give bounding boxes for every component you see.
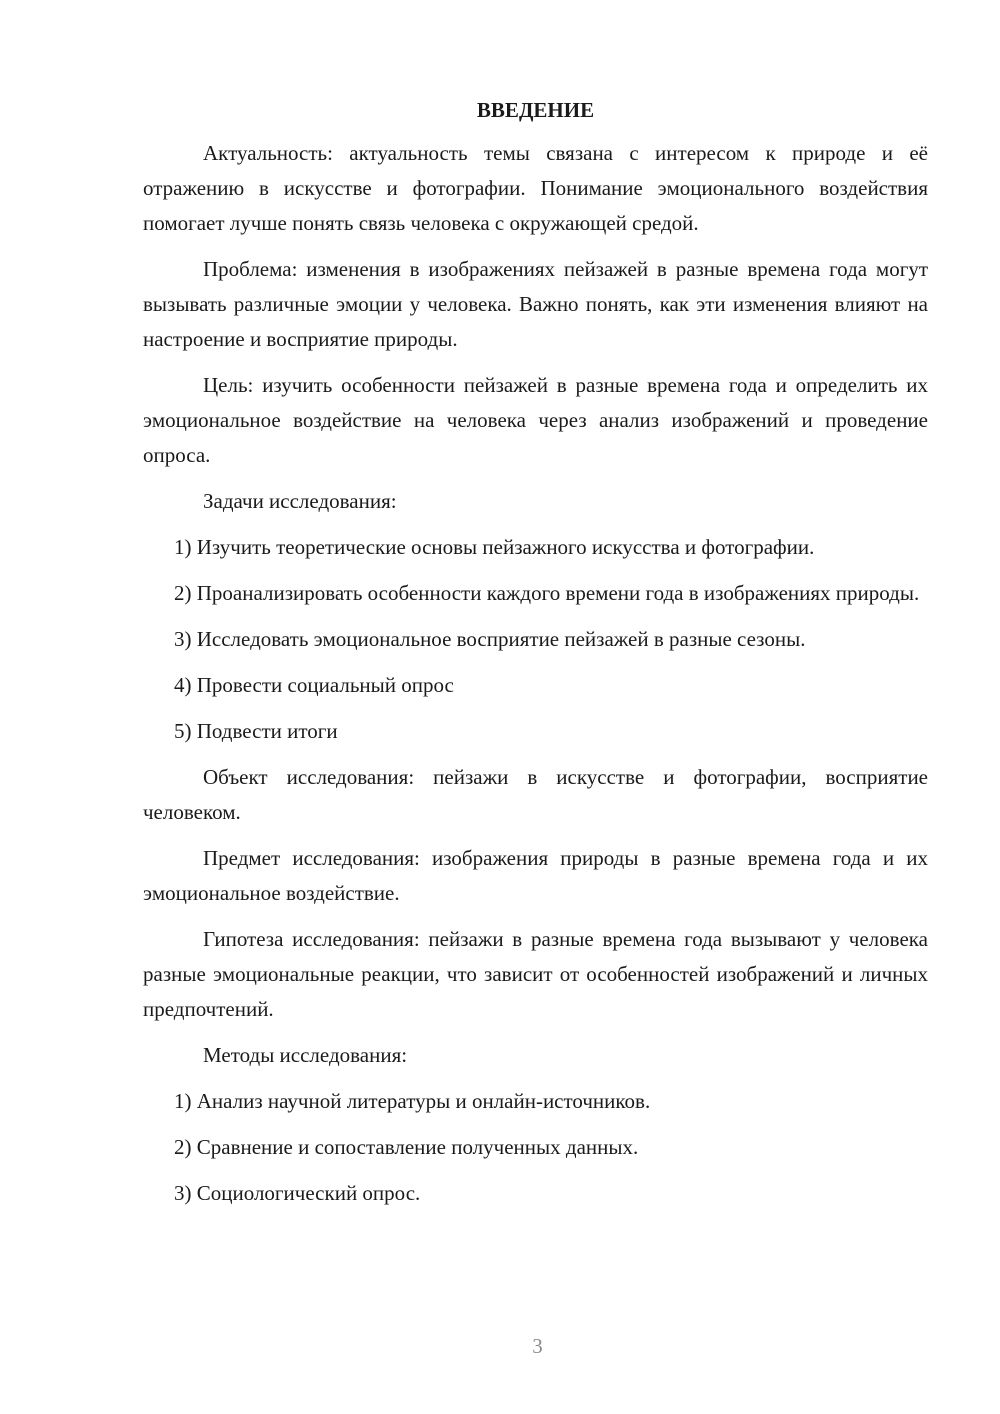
hypothesis-paragraph: Гипотеза исследования: пейзажи в разные времена года вызывают у человека разные эмоциональные реакции, что зависит от особенностей изображений и личных предпочтений. xyxy=(143,927,928,1021)
page-content xyxy=(143,92,928,1222)
task-item: 3) Исследовать эмоциональное восприятие пейзажей в разные сезоны. xyxy=(174,627,806,651)
method-item: 2) Сравнение и сопоставление полученных данных. xyxy=(174,1135,639,1159)
tasks-list xyxy=(143,530,928,749)
method-item: 3) Социологический опрос. xyxy=(174,1181,421,1205)
tasks-intro-paragraph: Задачи исследования: xyxy=(203,489,397,513)
task-item: 1) Изучить теоретические основы пейзажного искусства и фотографии. xyxy=(174,535,815,559)
task-item: 4) Провести социальный опрос xyxy=(174,673,454,697)
task-item: 5) Подвести итоги xyxy=(174,719,338,743)
section-heading: ВВЕДЕНИЕ xyxy=(476,98,595,122)
method-item: 1) Анализ научной литературы и онлайн-источников. xyxy=(174,1089,651,1113)
relevance-paragraph: Актуальность: актуальность темы связана с интересом к природе и её отражению в искусстве и фотографии. Понимание эмоционального воздействия помогает лучше понять связь человека с окружающей средой. xyxy=(143,141,928,235)
subject-paragraph: Предмет исследования: изображения природы в разные времена года и их эмоциональное воздействие. xyxy=(143,846,928,905)
page-number: 3 xyxy=(532,1334,543,1358)
object-paragraph: Объект исследования: пейзажи в искусстве и фотографии, восприятие человеком. xyxy=(143,765,928,824)
methods-intro-paragraph: Методы исследования: xyxy=(203,1043,408,1067)
task-item: 2) Проанализировать особенности каждого времени года в изображениях природы. xyxy=(174,581,920,605)
methods-list xyxy=(143,1084,928,1211)
goal-paragraph: Цель: изучить особенности пейзажей в разные времена года и определить их эмоциональное воздействие на человека через анализ изображений и проведение опроса. xyxy=(143,373,928,467)
problem-paragraph: Проблема: изменения в изображениях пейзажей в разные времена года могут вызывать различные эмоции у человека. Важно понять, как эти изменения влияют на настроение и восприятие природы. xyxy=(143,257,928,351)
